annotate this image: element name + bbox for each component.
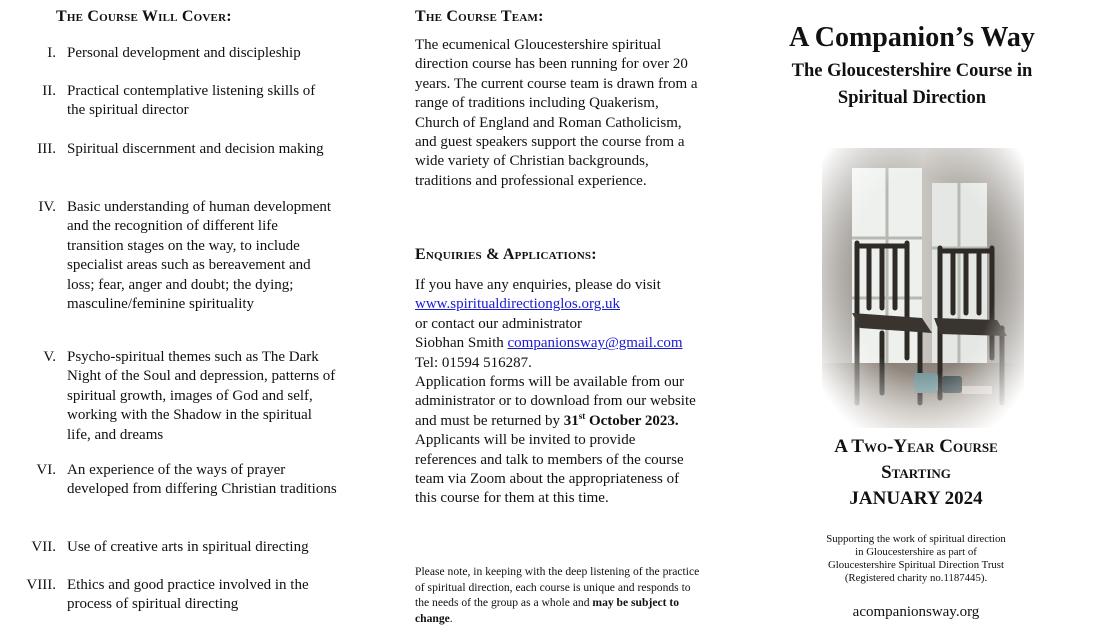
- note-end: .: [449, 611, 453, 625]
- deadline-month: October 2023.: [588, 412, 679, 429]
- item-number: V.: [43, 349, 56, 365]
- item-text: Ethics and good practice involved in the process of spiritual directing: [67, 577, 309, 613]
- course-start-date: JANUARY 2024: [849, 488, 983, 509]
- subtitle-line: The Gloucestershire Course in: [791, 61, 1033, 81]
- item-number: III.: [37, 141, 56, 157]
- admin-name: Siobhan Smith: [415, 335, 504, 352]
- item-number: VII.: [31, 539, 56, 555]
- charity-statement: [790, 533, 1042, 585]
- two-chairs-photo: [822, 148, 1024, 428]
- item-number: VIII.: [26, 577, 56, 593]
- email-link[interactable]: companionsway@gmail.com: [507, 335, 683, 352]
- support-line: Supporting the work of spiritual direction: [826, 533, 1006, 545]
- course-dates: [770, 434, 1062, 512]
- page-title: A Companion’s Way: [789, 22, 1035, 53]
- change-note: [415, 564, 700, 626]
- contact-admin-text: or contact our administrator: [415, 315, 583, 332]
- item-number: IV.: [38, 199, 56, 215]
- item-text: Personal development and discipleship: [67, 45, 301, 61]
- deadline: [563, 410, 679, 429]
- subtitle-line: Spiritual Direction: [837, 88, 987, 108]
- support-line: Gloucestershire Spiritual Direction Trust: [827, 559, 1005, 571]
- item-text: Basic understanding of human development and the recognition of different life transition stages on the way, to include specialist areas such as bereavement and loss; fear, anger and doubt; the dying; masculine/feminine spirituality: [67, 199, 332, 313]
- item-number: VI.: [36, 462, 56, 478]
- support-line: (Registered charity no.1187445).: [844, 572, 988, 584]
- applicant-invite-text: Applicants will be invited to provide references and talk to members of the course team via Zoom about the appropriateness of this course for them at this time.: [415, 432, 684, 507]
- course-duration: A Two-Year Course: [834, 436, 998, 457]
- item-number: II.: [42, 83, 56, 99]
- course-cover-heading: The Course Will Cover:: [56, 8, 232, 25]
- item-text: Spiritual discernment and decision making: [67, 141, 324, 157]
- course-team-heading: The Course Team:: [415, 8, 544, 25]
- application-forms-text: Application forms will be available from our administrator or to download from our website and must be returned by: [415, 374, 696, 429]
- telephone: Tel: 01594 516287.: [415, 354, 532, 371]
- course-team-text: The ecumenical Gloucestershire spiritual direction course has been running for over 20 years. The current course team is drawn from a range of traditions including Quakerism, Church of England and Roman Catholicism, and guest speakers support the course from a wide variety of Christian backgrounds, traditions and professional experience.: [415, 37, 698, 189]
- website-url[interactable]: acompanionsway.org: [852, 604, 980, 620]
- deadline-day: 31: [563, 412, 579, 429]
- item-text: An experience of the ways of prayer developed from differing Christian traditions: [67, 462, 337, 498]
- deadline-ordinal: st: [578, 410, 586, 421]
- item-text: Psycho-spiritual themes such as The Dark Night of the Soul and depression, patterns of spiritual growth, images of God and self, working with the Shadow in the spiritual life, and dreams: [67, 349, 336, 443]
- course-starting: Starting: [881, 462, 951, 483]
- support-line: in Gloucestershire as part of: [855, 546, 977, 558]
- note-bold: may be subject to change: [415, 596, 680, 625]
- enquiries-heading: Enquiries & Applications:: [415, 246, 597, 263]
- enquiries-text: [415, 276, 700, 509]
- enquiries-intro: If you have any enquiries, please do visit: [415, 277, 661, 293]
- page-subtitle: [770, 58, 1054, 112]
- item-number: I.: [47, 45, 56, 61]
- item-text: Use of creative arts in spiritual directing: [67, 539, 309, 555]
- note-text: Please note, in keeping with the deep listening of the practice of spiritual direction, each course is unique and responds to the needs of the group as a whole and: [415, 565, 700, 610]
- website-link[interactable]: www.spiritualdirectionglos.org.uk: [415, 296, 620, 313]
- item-text: Practical contemplative listening skills of the spiritual director: [67, 83, 316, 119]
